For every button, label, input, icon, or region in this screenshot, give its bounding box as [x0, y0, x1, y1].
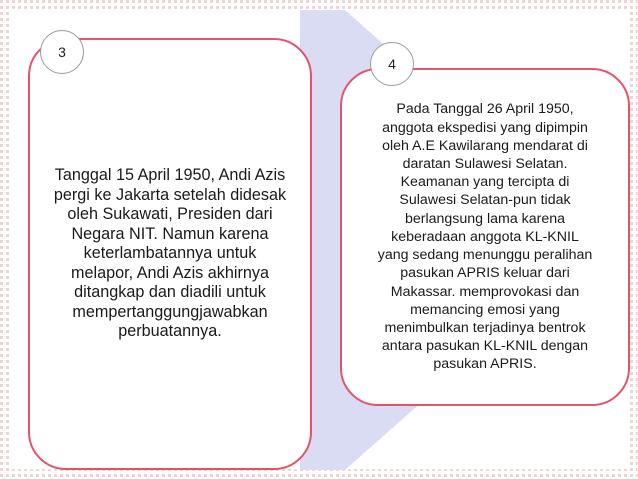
step-number-badge-4	[370, 42, 414, 86]
step-number-badge-3	[40, 30, 84, 74]
step-3-text: Tanggal 15 April 1950, Andi Azis pergi ke Jakarta setelah didesak oleh Sukawati, Presiden dari Negara NIT. Namun karena keterlambatannya untuk melapor, Andi Azis akhirnya ditangkap dan diadili untuk mempertanggungjawabkan perbuatannya.	[53, 166, 287, 341]
step-number-4: 4	[388, 56, 396, 72]
step-number-3: 3	[58, 44, 66, 60]
step-card-3	[28, 38, 312, 470]
step-card-4	[340, 68, 630, 406]
step-4-text: Pada Tanggal 26 April 1950, anggota ekspedisi yang dipimpin oleh A.E Kawilarang mendarat di daratan Sulawesi Selatan. Keamanan yang tercipta di Sulawesi Selatan-pun tidak berlangsung lama karena keberadaan anggota KL-KNIL yang sedang menunggu peralihan pasukan APRIS keluar dari Makassar. memprovokasi dan memancing emosi yang menimbulkan terjadinya bentrok antara pasukan KL-KNIL dengan pasukan APRIS.	[377, 101, 593, 373]
